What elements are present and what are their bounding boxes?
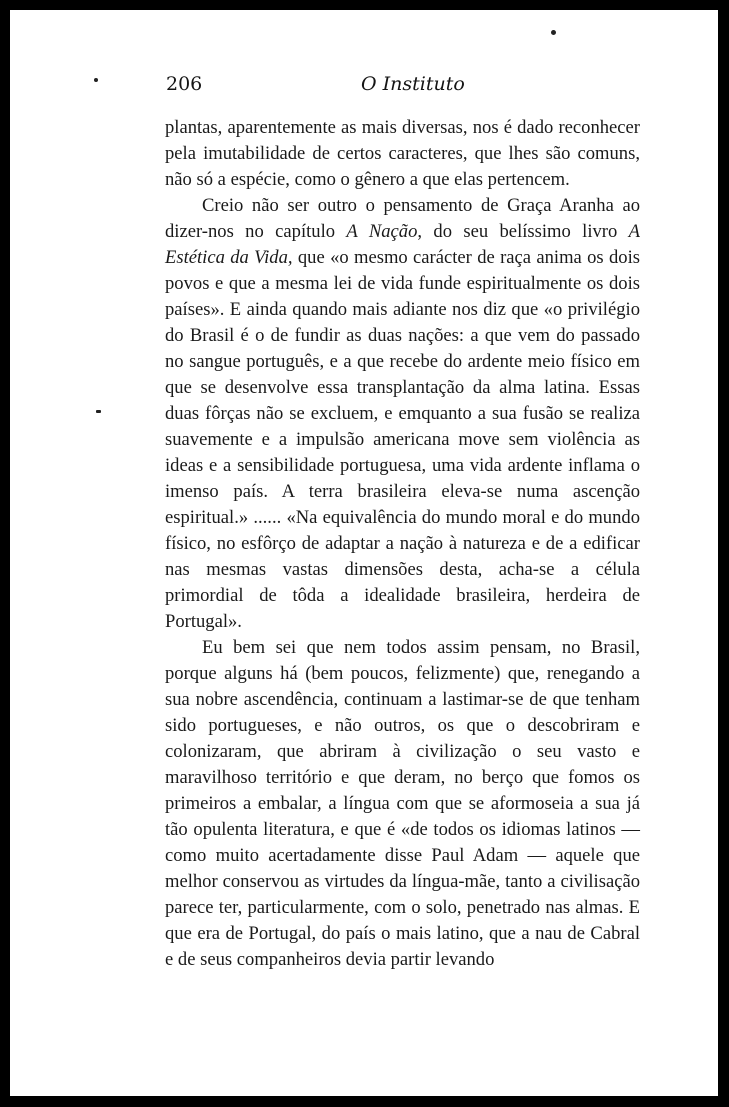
paragraph-2-text-c: , do seu belíssimo livro <box>417 221 629 242</box>
paragraph-2 <box>165 193 640 635</box>
paragraph-2-text-a: Creio não ser outro o pensamento de Graça Aranha ao dizer-nos no capítulo <box>165 195 640 242</box>
ink-speck-top <box>551 30 556 35</box>
running-title: O Instituto <box>361 73 465 95</box>
ink-speck-margin <box>96 410 101 413</box>
body-text <box>165 115 640 973</box>
paragraph-2-text-e: que «o mesmo carácter de raça anima os dois povos e que a mesma lei de vida funde espiritualmente os dois países». E ainda quando mais adiante nos diz que «o privilégio do Brasil é o de fundir as duas nações: a que vem do passado no sangue português, e a que recebe do ardente meio físico em que se desenvolve essa transplantação da alma latina. Essas duas fôrças não se excluem, e emquanto a sua fusão se realiza suavemente e a impulsão americana move sem violência as ideas e a sensibilidade portuguesa, uma vida ardente inflama o imenso país. A terra brasileira eleva-se numa ascenção espiritual.» ...... «Na equivalência do mundo moral e do mundo físico, no esfôrço de adaptar a nação à natureza e de a edificar nas mesmas vastas dimensões desta, acha-se a célula primordial de tôda a idealidade brasileira, herdeira de Portugal». <box>165 247 640 632</box>
page-number: 206 <box>166 73 203 95</box>
book-page <box>10 10 718 1096</box>
paragraph-3: Eu bem sei que nem todos assim pensam, no Brasil, porque alguns há (bem poucos, felizmente) que, renegando a sua nobre ascendência, continuam a lastimar-se de que tenham sido portugueses, e não outros, os que o descobriram e colonizaram, que abriram à civilização o seu vasto e maravilhoso território e que deram, no berço que fomos os primeiros a embalar, a língua com que se aformoseia a sua já tão opulenta literatura, e que é «de todos os idiomas latinos — como muito acertadamente disse Paul Adam — aquele que melhor conservou as virtudes da língua-mãe, tanto a civilisação parece ter, particularmente, com o solo, penetrado nas almas. E que era de Portugal, do país o mais latino, que a nau de Cabral e de seus companheiros devia partir levando <box>165 637 640 970</box>
ink-speck-left <box>94 78 98 82</box>
chapter-title-a-nacao: A Nação <box>346 221 418 242</box>
paragraph-1: plantas, aparentemente as mais diversas, nos é dado reconhecer pela imutabilidade de certos caracteres, que lhes são comuns, não só a espécie, como o gênero a que elas pertencem. <box>165 117 640 190</box>
page-header <box>166 73 646 99</box>
book-title-a-estetica-da-vida: A Estética da Vida, <box>165 221 641 268</box>
